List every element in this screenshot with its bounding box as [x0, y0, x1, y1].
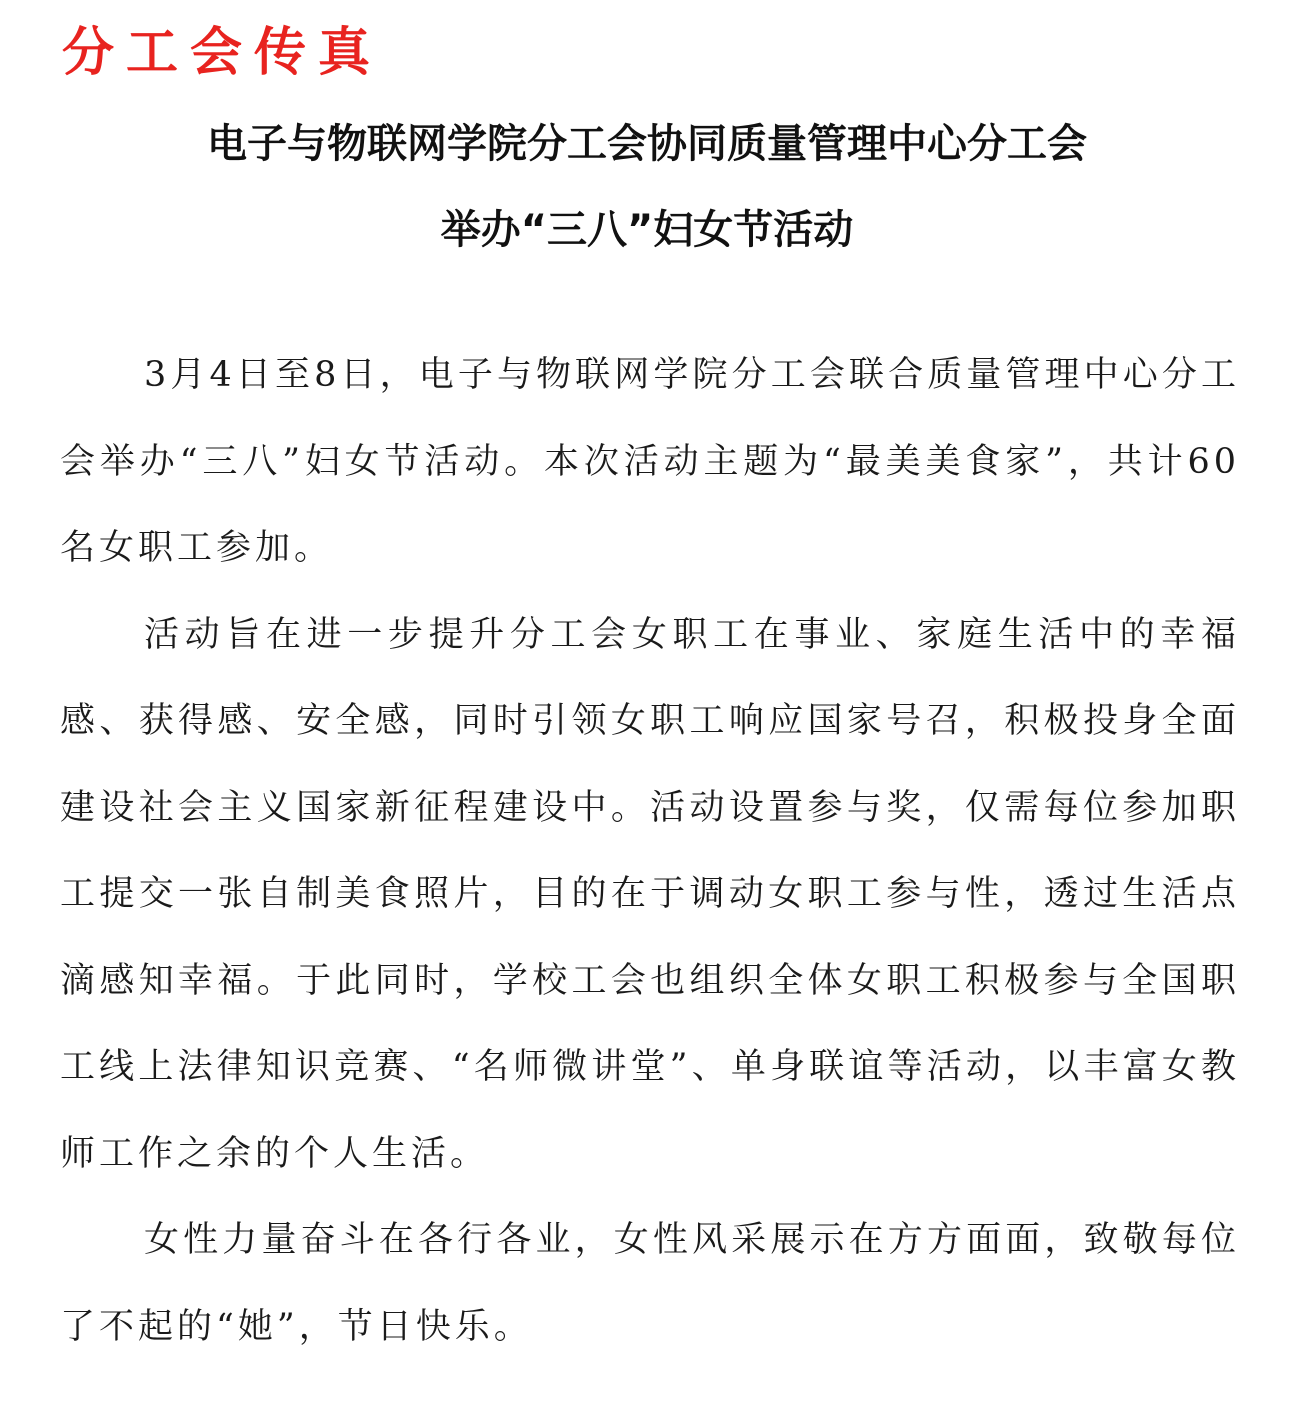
- article-body: [60, 332, 1240, 1370]
- masthead-title: 分工会传真: [62, 22, 383, 83]
- article-title-line-1: 电子与物联网学院分工会协同质量管理中心分工会: [207, 121, 1087, 167]
- paragraph-1: 3月4日至8日，电子与物联网学院分工会联合质量管理中心分工会举办“三八”妇女节活动。本次活动主题为“最美美食家”，共计60名女职工参加。: [60, 355, 1240, 568]
- paragraph-2: 活动旨在进一步提升分工会女职工在事业、家庭生活中的幸福感、获得感、安全感，同时引领女职工响应国家号召，积极投身全面建设社会主义国家新征程建设中。活动设置参与奖，仅需每位参加职工提交一张自制美食照片，目的在于调动女职工参与性，透过生活点滴感知幸福。于此同时，学校工会也组织全体女职工积极参与全国职工线上法律知识竞赛、“名师微讲堂”、单身联谊等活动，以丰富女教师工作之余的个人生活。: [60, 614, 1240, 1174]
- article-title-line-2: 举办“三八”妇女节活动: [440, 207, 854, 253]
- paragraph-3: 女性力量奋斗在各行各业，女性风采展示在方方面面，致敬每位了不起的“她”，节日快乐。: [60, 1220, 1240, 1347]
